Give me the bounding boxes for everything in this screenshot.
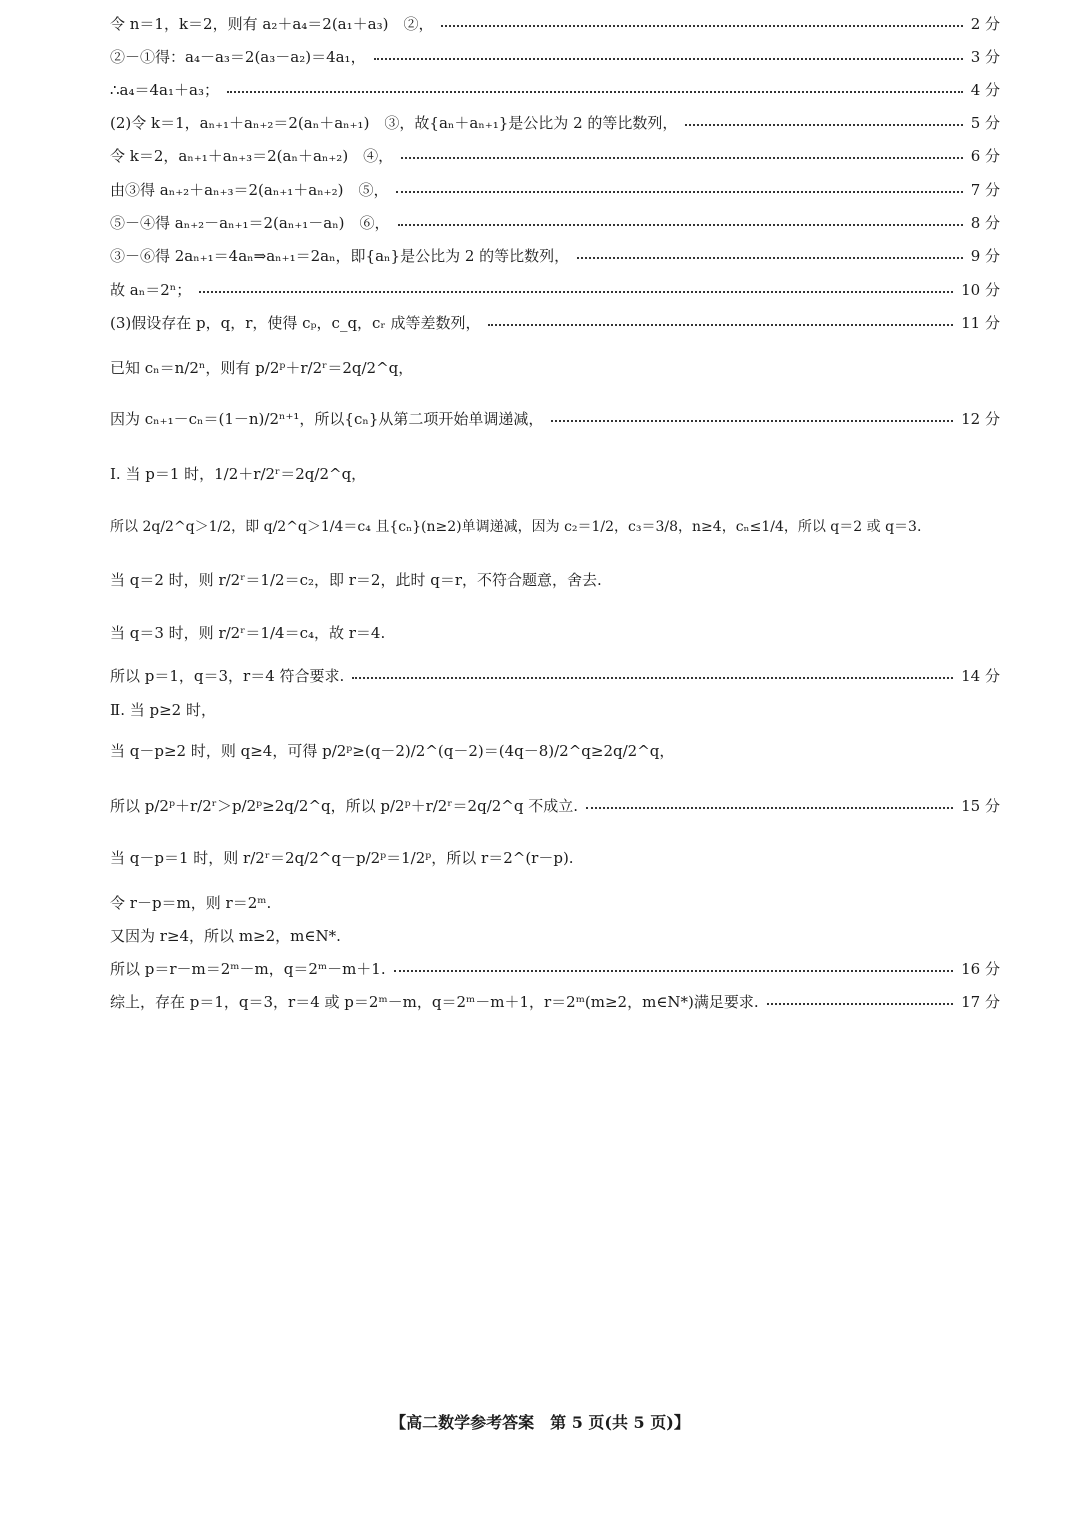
solution-line: Ⅰ. 当 p＝1 时，1/2＋r/2ʳ＝2q/2^q， <box>110 465 367 483</box>
solution-line: 当 q＝3 时，则 r/2ʳ＝1/4＝c₄，故 r＝4. <box>110 624 386 642</box>
leader-dots <box>352 677 953 679</box>
solution-line: ③－⑥得 2aₙ₊₁＝4aₙ⇒aₙ₊₁＝2aₙ，即{aₙ}是公比为 2 的等比数列， 9 分 <box>110 247 1000 265</box>
solution-line: ⑤－④得 aₙ₊₂－aₙ₊₁＝2(aₙ₊₁－aₙ) ⑥， 8 分 <box>110 214 1000 232</box>
solution-line: ②－①得：a₄－a₃＝2(a₃－a₂)＝4a₁， 3 分 <box>110 48 1000 66</box>
solution-line: 令 n＝1，k＝2，则有 a₂＋a₄＝2(a₁＋a₃) ②， 2 分 <box>110 15 1000 33</box>
solution-line: 由③得 aₙ₊₂＋aₙ₊₃＝2(aₙ₊₁＋aₙ₊₂) ⑤， 7 分 <box>110 181 1000 199</box>
solution-line: 已知 cₙ＝n/2ⁿ，则有 p/2ᵖ＋r/2ʳ＝2q/2^q， <box>110 359 414 377</box>
solution-line: 当 q＝2 时，则 r/2ʳ＝1/2＝c₂，即 r＝2，此时 q＝r，不符合题意，舍去. <box>110 571 602 589</box>
score-label: 17 分 <box>961 993 1000 1011</box>
leader-dots <box>394 970 954 972</box>
solution-line: 所以 2q/2^q＞1/2，即 q/2^q＞1/4＝c₄ 且{cₙ}(n≥2)单调递减，因为 c₂＝1/2，c₃＝3/8，n≥4，cₙ≤1/4，所以 q＝2 或 q＝3. <box>110 519 922 535</box>
solution-line: 综上，存在 p＝1，q＝3，r＝4 或 p＝2ᵐ－m，q＝2ᵐ－m＋1，r＝2ᵐ(m≥2，m∈N*)满足要求. 17 分 <box>110 993 1000 1011</box>
score-label: 15 分 <box>961 797 1000 815</box>
score-label: 11 分 <box>961 314 1000 332</box>
leader-dots <box>577 257 963 259</box>
score-label: 7 分 <box>970 181 1000 199</box>
score-label: 14 分 <box>961 667 1000 685</box>
leader-dots <box>767 1003 953 1005</box>
leader-dots <box>227 91 963 93</box>
score-label: 12 分 <box>961 410 1000 428</box>
leader-dots <box>374 58 963 60</box>
score-label: 9 分 <box>970 247 1000 265</box>
score-label: 4 分 <box>970 81 1000 99</box>
solution-line: (2)令 k＝1，aₙ₊₁＋aₙ₊₂＝2(aₙ＋aₙ₊₁) ③，故{aₙ＋aₙ₊₁}是公比为 2 的等比数列， 5 分 <box>110 114 1000 132</box>
solution-line: 令 r－p＝m，则 r＝2ᵐ. <box>110 894 272 912</box>
score-label: 6 分 <box>970 147 1000 165</box>
leader-dots <box>396 191 962 193</box>
solution-line: Ⅱ. 当 p≥2 时， <box>110 701 216 719</box>
leader-dots <box>199 291 953 293</box>
leader-dots <box>551 420 953 422</box>
score-label: 8 分 <box>970 214 1000 232</box>
leader-dots <box>441 25 962 27</box>
leader-dots <box>398 224 963 226</box>
solution-line: 所以 p＝1，q＝3，r＝4 符合要求. 14 分 <box>110 667 1000 685</box>
solution-line: 所以 p/2ᵖ＋r/2ʳ＞p/2ᵖ≥2q/2^q，所以 p/2ᵖ＋r/2ʳ＝2q/2^q 不成立. 15 分 <box>110 797 1000 815</box>
score-label: 10 分 <box>961 281 1000 299</box>
leader-dots <box>401 157 963 159</box>
solution-line: 当 q－p＝1 时，则 r/2ʳ＝2q/2^q－p/2ᵖ＝1/2ᵖ，所以 r＝2^(r－p). <box>110 849 574 867</box>
solution-line: 令 k＝2，aₙ₊₁＋aₙ₊₃＝2(aₙ＋aₙ₊₂) ④， 6 分 <box>110 147 1000 165</box>
page-footer: 【高二数学参考答案 第 5 页(共 5 页)】 <box>390 1413 690 1432</box>
solution-line: ∴a₄＝4a₁＋a₃； 4 分 <box>110 81 1000 99</box>
leader-dots <box>586 807 953 809</box>
solution-line: 所以 p＝r－m＝2ᵐ－m，q＝2ᵐ－m＋1. 16 分 <box>110 960 1000 978</box>
leader-dots <box>685 124 962 126</box>
leader-dots <box>488 324 953 326</box>
solution-line: 因为 cₙ₊₁－cₙ＝(1－n)/2ⁿ⁺¹，所以{cₙ}从第二项开始单调递减， 12 分 <box>110 410 1000 428</box>
score-label: 5 分 <box>970 114 1000 132</box>
solution-line: 当 q－p≥2 时，则 q≥4，可得 p/2ᵖ≥(q－2)/2^(q－2)＝(4q－8)/2^q≥2q/2^q， <box>110 742 675 760</box>
solution-line: 又因为 r≥4，所以 m≥2，m∈N*. <box>110 927 341 945</box>
solution-line: 故 aₙ＝2ⁿ； 10 分 <box>110 281 1000 299</box>
score-label: 3 分 <box>970 48 1000 66</box>
solution-line: (3)假设存在 p，q，r，使得 cₚ，c_q，cᵣ 成等差数列， 11 分 <box>110 314 1000 332</box>
score-label: 2 分 <box>970 15 1000 33</box>
score-label: 16 分 <box>961 960 1000 978</box>
